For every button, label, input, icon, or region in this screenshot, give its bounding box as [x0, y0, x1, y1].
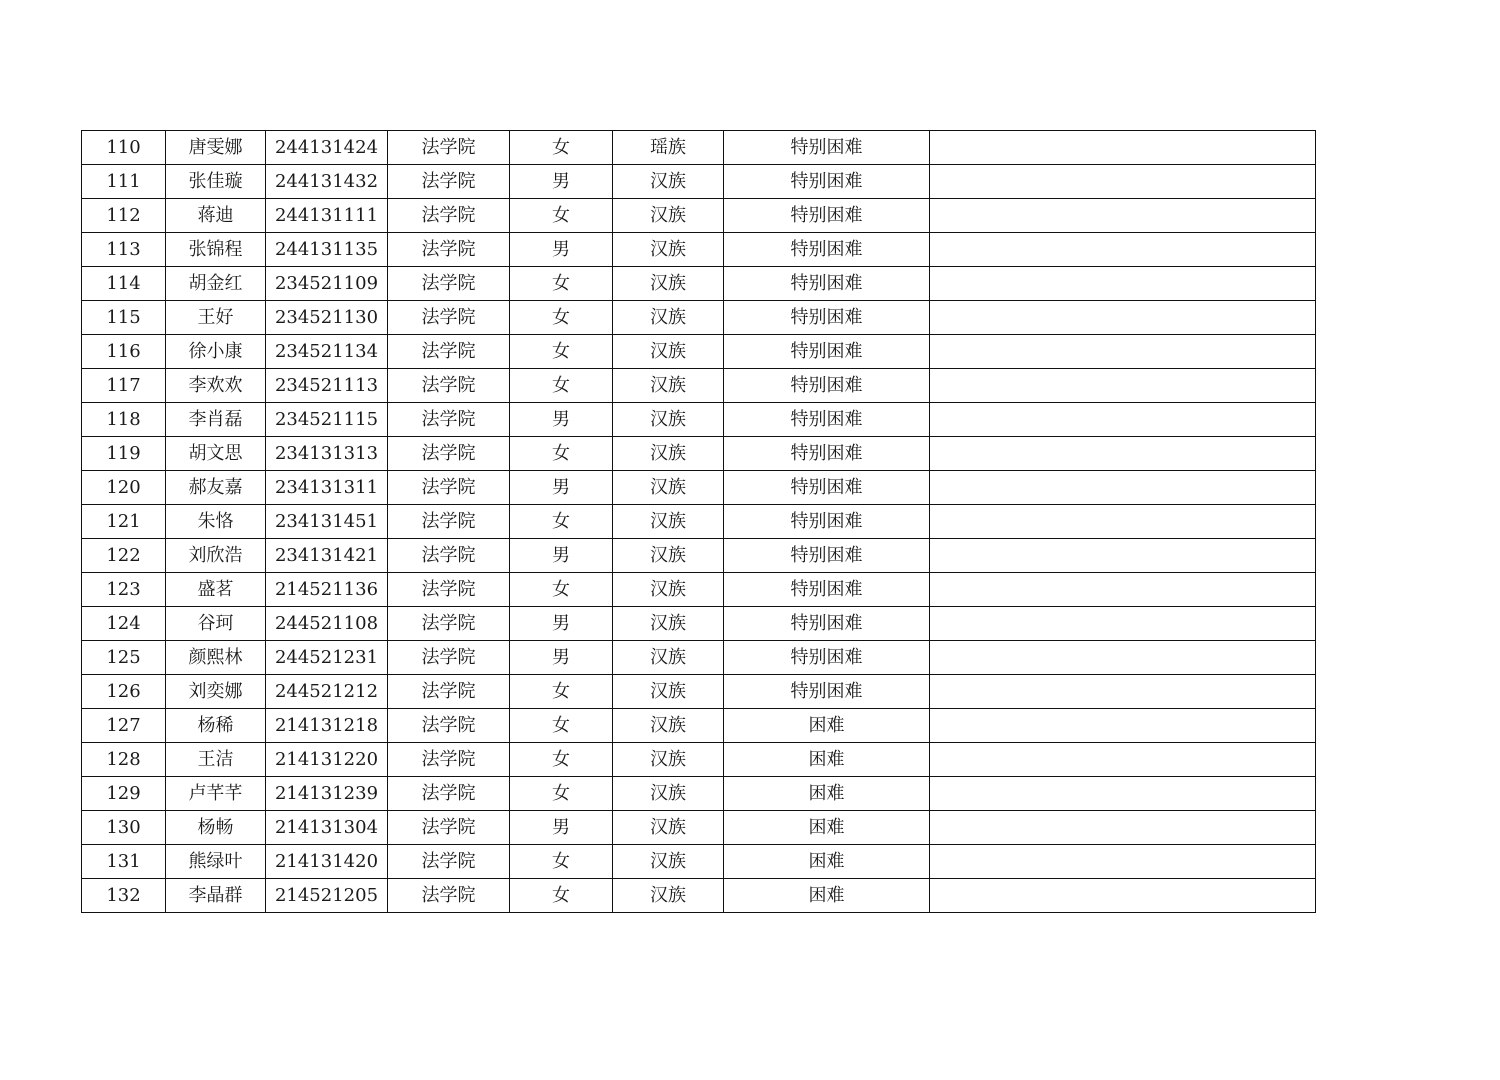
cell-row-number: 112 — [82, 199, 166, 233]
cell-college: 法学院 — [388, 505, 510, 539]
cell-gender: 男 — [510, 641, 613, 675]
cell-gender: 女 — [510, 505, 613, 539]
cell-difficulty-level: 特别困难 — [724, 131, 930, 165]
cell-gender: 女 — [510, 573, 613, 607]
table-row — [82, 539, 1316, 573]
table-row — [82, 573, 1316, 607]
cell-ethnicity: 汉族 — [613, 403, 724, 437]
cell-college: 法学院 — [388, 301, 510, 335]
cell-student-name: 熊绿叶 — [166, 845, 266, 879]
table-row — [82, 131, 1316, 165]
cell-row-number: 122 — [82, 539, 166, 573]
cell-student-name: 杨稀 — [166, 709, 266, 743]
cell-difficulty-level: 困难 — [724, 743, 930, 777]
cell-ethnicity: 汉族 — [613, 573, 724, 607]
cell-student-name: 郝友嘉 — [166, 471, 266, 505]
cell-student-id: 234521115 — [266, 403, 388, 437]
cell-note — [930, 573, 1316, 607]
cell-ethnicity: 汉族 — [613, 539, 724, 573]
cell-student-id: 214131304 — [266, 811, 388, 845]
cell-row-number: 128 — [82, 743, 166, 777]
cell-row-number: 111 — [82, 165, 166, 199]
table-row — [82, 437, 1316, 471]
cell-student-name: 王好 — [166, 301, 266, 335]
cell-student-id: 234131313 — [266, 437, 388, 471]
cell-college: 法学院 — [388, 777, 510, 811]
cell-ethnicity: 汉族 — [613, 675, 724, 709]
cell-note — [930, 539, 1316, 573]
cell-gender: 女 — [510, 879, 613, 913]
cell-note — [930, 811, 1316, 845]
cell-college: 法学院 — [388, 811, 510, 845]
table-row — [82, 811, 1316, 845]
cell-gender: 女 — [510, 709, 613, 743]
cell-student-name: 蒋迪 — [166, 199, 266, 233]
cell-difficulty-level: 特别困难 — [724, 267, 930, 301]
cell-ethnicity: 汉族 — [613, 607, 724, 641]
cell-gender: 女 — [510, 131, 613, 165]
cell-difficulty-level: 困难 — [724, 811, 930, 845]
cell-student-name: 卢芊芊 — [166, 777, 266, 811]
cell-student-id: 214131220 — [266, 743, 388, 777]
cell-student-name: 徐小康 — [166, 335, 266, 369]
cell-difficulty-level: 特别困难 — [724, 165, 930, 199]
cell-student-id: 234131421 — [266, 539, 388, 573]
cell-difficulty-level: 困难 — [724, 709, 930, 743]
cell-ethnicity: 汉族 — [613, 641, 724, 675]
cell-student-id: 234521109 — [266, 267, 388, 301]
cell-note — [930, 335, 1316, 369]
cell-gender: 女 — [510, 675, 613, 709]
cell-row-number: 114 — [82, 267, 166, 301]
cell-difficulty-level: 特别困难 — [724, 607, 930, 641]
cell-difficulty-level: 特别困难 — [724, 641, 930, 675]
cell-row-number: 121 — [82, 505, 166, 539]
cell-college: 法学院 — [388, 131, 510, 165]
cell-note — [930, 471, 1316, 505]
cell-student-id: 234521113 — [266, 369, 388, 403]
cell-note — [930, 607, 1316, 641]
cell-student-name: 李欢欢 — [166, 369, 266, 403]
cell-ethnicity: 汉族 — [613, 879, 724, 913]
cell-student-name: 唐雯娜 — [166, 131, 266, 165]
cell-note — [930, 199, 1316, 233]
cell-college: 法学院 — [388, 573, 510, 607]
cell-ethnicity: 汉族 — [613, 199, 724, 233]
cell-difficulty-level: 困难 — [724, 777, 930, 811]
cell-student-id: 234521134 — [266, 335, 388, 369]
cell-difficulty-level: 困难 — [724, 845, 930, 879]
cell-note — [930, 437, 1316, 471]
cell-difficulty-level: 特别困难 — [724, 403, 930, 437]
cell-college: 法学院 — [388, 369, 510, 403]
cell-note — [930, 505, 1316, 539]
cell-note — [930, 879, 1316, 913]
cell-difficulty-level: 特别困难 — [724, 471, 930, 505]
cell-student-name: 刘奕娜 — [166, 675, 266, 709]
cell-difficulty-level: 特别困难 — [724, 369, 930, 403]
cell-student-name: 李肖磊 — [166, 403, 266, 437]
table-row — [82, 165, 1316, 199]
cell-student-name: 盛茗 — [166, 573, 266, 607]
cell-row-number: 120 — [82, 471, 166, 505]
table-row — [82, 845, 1316, 879]
cell-student-name: 颜熙林 — [166, 641, 266, 675]
cell-difficulty-level: 特别困难 — [724, 233, 930, 267]
cell-student-name: 朱恪 — [166, 505, 266, 539]
table-row — [82, 301, 1316, 335]
cell-ethnicity: 汉族 — [613, 743, 724, 777]
table-row — [82, 641, 1316, 675]
cell-gender: 男 — [510, 539, 613, 573]
cell-college: 法学院 — [388, 199, 510, 233]
cell-gender: 女 — [510, 267, 613, 301]
cell-row-number: 110 — [82, 131, 166, 165]
table-row — [82, 233, 1316, 267]
cell-student-name: 刘欣浩 — [166, 539, 266, 573]
cell-note — [930, 403, 1316, 437]
cell-student-id: 214131239 — [266, 777, 388, 811]
cell-ethnicity: 汉族 — [613, 335, 724, 369]
cell-row-number: 116 — [82, 335, 166, 369]
cell-student-id: 244521212 — [266, 675, 388, 709]
cell-student-id: 214131218 — [266, 709, 388, 743]
cell-note — [930, 777, 1316, 811]
cell-difficulty-level: 特别困难 — [724, 199, 930, 233]
cell-ethnicity: 汉族 — [613, 165, 724, 199]
cell-ethnicity: 汉族 — [613, 301, 724, 335]
table-row — [82, 607, 1316, 641]
cell-row-number: 126 — [82, 675, 166, 709]
cell-gender: 男 — [510, 471, 613, 505]
student-aid-table — [81, 130, 1316, 913]
cell-difficulty-level: 特别困难 — [724, 437, 930, 471]
cell-difficulty-level: 特别困难 — [724, 505, 930, 539]
cell-difficulty-level: 特别困难 — [724, 539, 930, 573]
cell-college: 法学院 — [388, 437, 510, 471]
cell-student-name: 谷珂 — [166, 607, 266, 641]
cell-gender: 男 — [510, 811, 613, 845]
cell-college: 法学院 — [388, 675, 510, 709]
cell-note — [930, 131, 1316, 165]
cell-row-number: 115 — [82, 301, 166, 335]
cell-row-number: 127 — [82, 709, 166, 743]
cell-row-number: 117 — [82, 369, 166, 403]
cell-note — [930, 845, 1316, 879]
cell-difficulty-level: 特别困难 — [724, 335, 930, 369]
cell-college: 法学院 — [388, 709, 510, 743]
cell-gender: 女 — [510, 845, 613, 879]
cell-row-number: 124 — [82, 607, 166, 641]
cell-student-id: 234131451 — [266, 505, 388, 539]
cell-gender: 女 — [510, 437, 613, 471]
cell-row-number: 131 — [82, 845, 166, 879]
cell-note — [930, 675, 1316, 709]
cell-gender: 女 — [510, 369, 613, 403]
cell-note — [930, 165, 1316, 199]
cell-difficulty-level: 困难 — [724, 879, 930, 913]
cell-ethnicity: 汉族 — [613, 369, 724, 403]
cell-gender: 男 — [510, 403, 613, 437]
cell-student-id: 244521108 — [266, 607, 388, 641]
cell-student-name: 胡金红 — [166, 267, 266, 301]
cell-note — [930, 233, 1316, 267]
cell-row-number: 132 — [82, 879, 166, 913]
cell-gender: 女 — [510, 301, 613, 335]
cell-row-number: 119 — [82, 437, 166, 471]
table-row — [82, 743, 1316, 777]
cell-ethnicity: 汉族 — [613, 777, 724, 811]
cell-note — [930, 709, 1316, 743]
cell-college: 法学院 — [388, 743, 510, 777]
cell-gender: 女 — [510, 335, 613, 369]
cell-college: 法学院 — [388, 879, 510, 913]
cell-gender: 男 — [510, 607, 613, 641]
cell-row-number: 118 — [82, 403, 166, 437]
cell-student-id: 244131432 — [266, 165, 388, 199]
cell-ethnicity: 汉族 — [613, 505, 724, 539]
cell-ethnicity: 汉族 — [613, 471, 724, 505]
cell-gender: 男 — [510, 165, 613, 199]
cell-college: 法学院 — [388, 471, 510, 505]
table-body — [82, 131, 1316, 913]
cell-row-number: 113 — [82, 233, 166, 267]
cell-student-id: 234521130 — [266, 301, 388, 335]
cell-college: 法学院 — [388, 641, 510, 675]
table-row — [82, 675, 1316, 709]
table-row — [82, 199, 1316, 233]
cell-college: 法学院 — [388, 539, 510, 573]
cell-college: 法学院 — [388, 607, 510, 641]
cell-ethnicity: 汉族 — [613, 845, 724, 879]
cell-student-name: 张佳璇 — [166, 165, 266, 199]
table-row — [82, 369, 1316, 403]
cell-ethnicity: 汉族 — [613, 811, 724, 845]
cell-note — [930, 743, 1316, 777]
table-row — [82, 505, 1316, 539]
cell-note — [930, 301, 1316, 335]
cell-row-number: 129 — [82, 777, 166, 811]
cell-ethnicity: 汉族 — [613, 267, 724, 301]
cell-student-name: 杨畅 — [166, 811, 266, 845]
cell-ethnicity: 汉族 — [613, 437, 724, 471]
cell-student-name: 胡文思 — [166, 437, 266, 471]
cell-student-name: 张锦程 — [166, 233, 266, 267]
cell-college: 法学院 — [388, 267, 510, 301]
cell-note — [930, 641, 1316, 675]
cell-row-number: 125 — [82, 641, 166, 675]
cell-student-id: 244521231 — [266, 641, 388, 675]
cell-student-id: 244131424 — [266, 131, 388, 165]
cell-gender: 男 — [510, 233, 613, 267]
cell-difficulty-level: 特别困难 — [724, 675, 930, 709]
cell-student-name: 李晶群 — [166, 879, 266, 913]
table-row — [82, 777, 1316, 811]
table-row — [82, 709, 1316, 743]
cell-student-id: 234131311 — [266, 471, 388, 505]
table-row — [82, 471, 1316, 505]
cell-ethnicity: 汉族 — [613, 709, 724, 743]
cell-difficulty-level: 特别困难 — [724, 301, 930, 335]
cell-student-name: 王洁 — [166, 743, 266, 777]
cell-note — [930, 369, 1316, 403]
cell-row-number: 123 — [82, 573, 166, 607]
cell-college: 法学院 — [388, 335, 510, 369]
table-row — [82, 267, 1316, 301]
cell-note — [930, 267, 1316, 301]
cell-student-id: 214521205 — [266, 879, 388, 913]
cell-college: 法学院 — [388, 233, 510, 267]
table-row — [82, 403, 1316, 437]
table-row — [82, 335, 1316, 369]
cell-gender: 女 — [510, 743, 613, 777]
cell-student-id: 244131111 — [266, 199, 388, 233]
cell-ethnicity: 瑶族 — [613, 131, 724, 165]
cell-college: 法学院 — [388, 403, 510, 437]
cell-gender: 女 — [510, 199, 613, 233]
cell-difficulty-level: 特别困难 — [724, 573, 930, 607]
cell-student-id: 244131135 — [266, 233, 388, 267]
cell-college: 法学院 — [388, 845, 510, 879]
table-row — [82, 879, 1316, 913]
cell-ethnicity: 汉族 — [613, 233, 724, 267]
cell-student-id: 214521136 — [266, 573, 388, 607]
cell-student-id: 214131420 — [266, 845, 388, 879]
cell-college: 法学院 — [388, 165, 510, 199]
cell-row-number: 130 — [82, 811, 166, 845]
cell-gender: 女 — [510, 777, 613, 811]
